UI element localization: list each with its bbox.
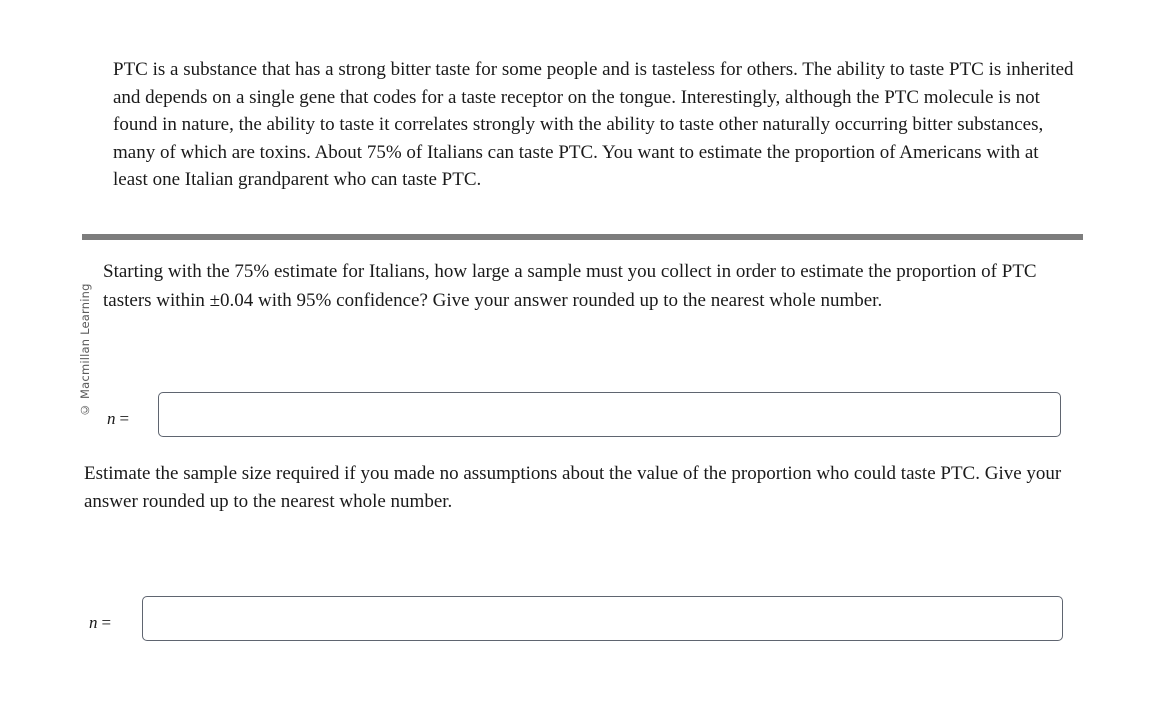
question-1-text: Starting with the 75% estimate for Italians, how large a sample must you collect in order to estimate the proportion of PTC tasters within ±0.04 with 95% confidence? Give your answer rounded up to the nearest whole number.: [103, 261, 1037, 311]
question-1-answer-input[interactable]: [158, 392, 1061, 437]
question-1-variable: n: [107, 409, 116, 428]
question-2-text: Estimate the sample size required if you made no assumptions about the value of the proportion who could taste PTC. Give your answer rounded up to the nearest whole number.: [84, 463, 1062, 512]
copyright-watermark: © Macmillan Learning: [78, 283, 92, 417]
question-2-answer-input[interactable]: [142, 596, 1063, 641]
question-2-answer-label: [89, 613, 111, 633]
question-2-equals: =: [101, 613, 112, 632]
question-1-equals: =: [119, 409, 130, 428]
question-1-answer-label: [107, 409, 129, 429]
problem-intro-text: PTC is a substance that has a strong bitter taste for some people and is tasteless for others. The ability to taste PTC is inherited and depends on a single gene that codes for a taste receptor on the tongue. Interestingly, although the PTC molecule is not found in nature, the ability to taste it correlates strongly with the ability to taste other naturally occurring bitter substances, many of which are toxins. About 75% of Italians can taste PTC. You want to estimate the proportion of Americans with at least one Italian grandparent who can taste PTC.: [113, 59, 1074, 190]
section-divider: [82, 234, 1083, 240]
question-2-variable: n: [89, 613, 98, 632]
